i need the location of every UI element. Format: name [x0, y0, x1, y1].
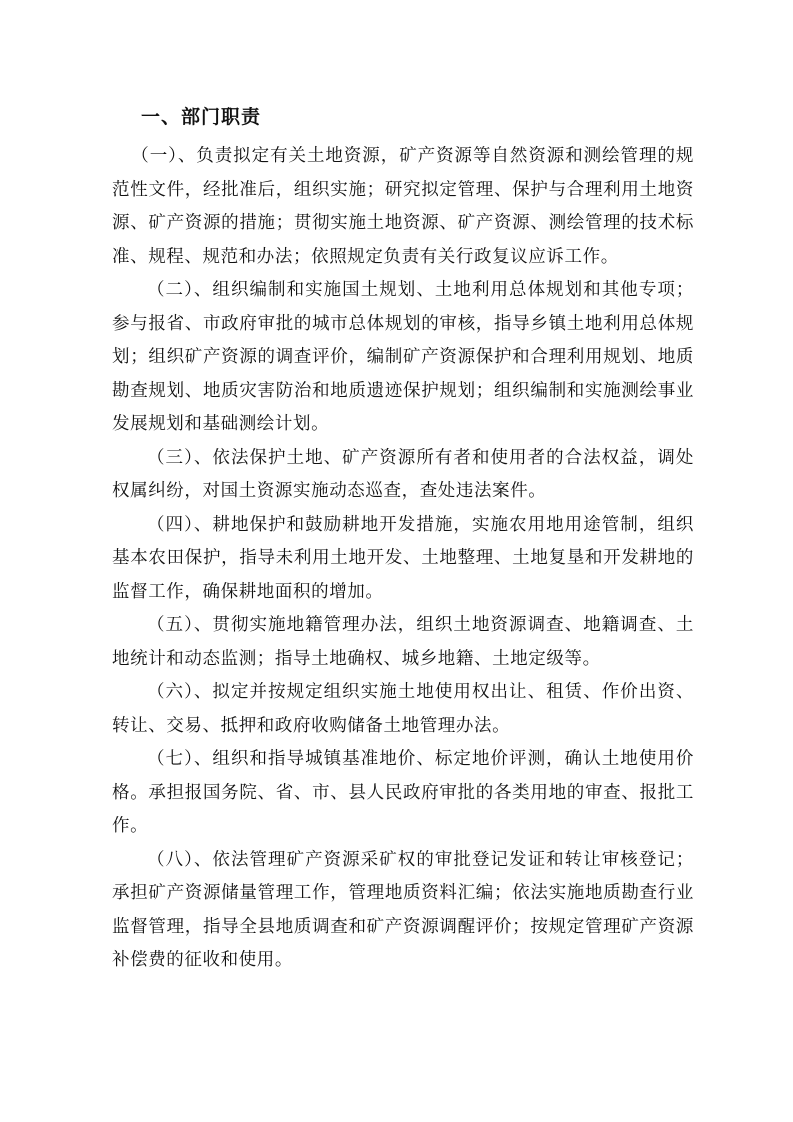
- duty-paragraph-4: （四）、耕地保护和鼓励耕地开发措施，实施农用地用途管制，组织基本农田保护，指导未利用土地开发、土地整理、土地复垦和开发耕地的监督工作，确保耕地面积的增加。: [112, 514, 694, 602]
- duty-paragraph-6: （六）、拟定并按规定组织实施土地使用权出让、租赁、作价出资、转让、交易、抵押和政府收购储备土地管理办法。: [112, 682, 694, 736]
- duty-paragraph-7: （七）、组织和指导城镇基准地价、标定地价评测，确认土地使用价格。承担报国务院、省、市、县人民政府审批的各类用地的审查、报批工作。: [112, 749, 694, 836]
- duty-paragraph-5: （五）、贯彻实施地籍管理办法，组织土地资源调查、地籍调查、土地统计和动态监测；指导土地确权、城乡地籍、土地定级等。: [112, 615, 694, 669]
- duties-list: [112, 140, 694, 978]
- section-title: 一、部门职责: [141, 106, 262, 128]
- duty-paragraph-3: （三）、依法保护土地、矿产资源所有者和使用者的合法权益，调处权属纠纷，对国土资源实施动态巡查，查处违法案件。: [112, 447, 694, 501]
- duty-paragraph-8: （八）、依法管理矿产资源采矿权的审批登记发证和转让审核登记；承担矿产资源储量管理工作，管理地质资料汇编；依法实施地质勘查行业监督管理，指导全县地质调查和矿产资源调醒评价；按规定管理矿产资源补偿费的征收和使用。: [112, 849, 694, 970]
- duty-paragraph-2: （二）、组织编制和实施国土规划、土地利用总体规划和其他专项；参与报省、市政府审批的城市总体规划的审核，指导乡镇土地利用总体规划；组织矿产资源的调查评价，编制矿产资源保护和合理利用规划、地质勘查规划、地质灾害防治和地质遗迹保护规划；组织编制和实施测绘事业发展规划和基础测绘计划。: [112, 280, 694, 434]
- duty-paragraph-1: （一）、负责拟定有关土地资源，矿产资源等自然资源和测绘管理的规范性文件，经批准后，组织实施；研究拟定管理、保护与合理利用土地资源、矿产资源的措施；贯彻实施土地资源、矿产资源、测绘管理的技术标准、规程、规范和办法；依照规定负责有关行政复议应诉工作。: [112, 146, 694, 267]
